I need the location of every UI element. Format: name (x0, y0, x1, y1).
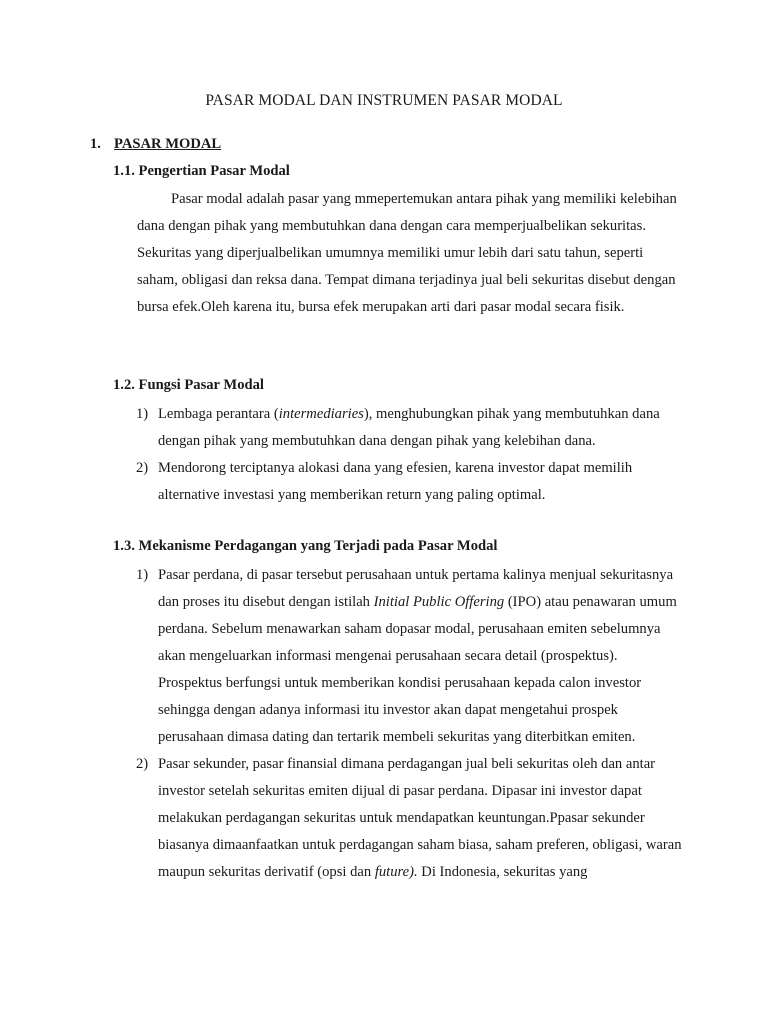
list-item-text-post: Di Indonesia, sekuritas yang (417, 864, 588, 880)
list-item (113, 751, 683, 886)
mekanisme-list (113, 562, 683, 886)
list-item-text-pre: Lembaga perantara ( (158, 406, 279, 422)
list-item-text-post: (IPO) atau penawaran umum perdana. Sebelum menawarkan saham dopasar modal, perusahaan emiten sebelumnya akan mengeluarkan informasi mengenai perusahaan secara detail (prospektus). Prospektus berfungsi untuk memberikan kondisi perusahaan kepada calon investor sehingga dengan adanya informasi itu investor akan dapat mengetahui prospek perusahaan dimasa dating dan tertarik membeli sekuritas yang diterbitkan emiten. (158, 594, 677, 745)
subsection-heading-mekanisme: 1.3. Mekanisme Perdagangan yang Terjadi pada Pasar Modal (113, 538, 498, 554)
subsection-heading-pengertian: 1.1. Pengertian Pasar Modal (113, 163, 290, 179)
fungsi-list (113, 401, 683, 509)
pengertian-paragraph (137, 186, 682, 321)
list-item (113, 562, 683, 751)
list-marker: 1) (136, 406, 149, 422)
list-marker: 2) (136, 756, 149, 772)
list-item-italic: Initial Public Offering (373, 594, 505, 610)
list-item-text-pre: Pasar perdana, di pasar tersebut perusahaan untuk pertama kalinya menjual sekuritasnya dan proses itu disebut dengan istilah (158, 567, 674, 610)
section-number: 1. (90, 136, 101, 152)
list-marker: 2) (136, 460, 149, 476)
document-title: PASAR MODAL DAN INSTRUMEN PASAR MODAL (205, 92, 563, 109)
list-item-text-pre: Pasar sekunder, pasar finansial dimana perdagangan jual beli sekuritas oleh dan antar investor setelah sekuritas emiten dijual di pasar perdana. Dipasar ini investor dapat melakukan perdagangan sekuritas untuk mendapatkan keuntungan.Ppasar sekunder biasanya dimaanfaatkan untuk perdagangan saham biasa, saham preferen, obligasi, waran maupun sekuritas derivatif (opsi dan (158, 756, 682, 880)
list-item-italic: future). (374, 864, 418, 880)
list-marker: 1) (136, 567, 149, 583)
list-item-text: Mendorong terciptanya alokasi dana yang efesien, karena investor dapat memilih alternative investasi yang memberikan return yang paling optimal. (158, 460, 633, 503)
list-item-text-post: ), menghubungkan pihak yang membutuhkan dana dengan pihak yang membutuhkan dana dengan pihak yang kelebihan dana. (158, 406, 660, 449)
section-heading-pasar-modal (90, 136, 221, 153)
section-heading-text: PASAR MODAL (114, 136, 222, 152)
list-item (113, 455, 683, 509)
pengertian-text: Pasar modal adalah pasar yang mmepertemukan antara pihak yang memiliki kelebihan dana dengan pihak yang membutuhkan dana dengan cara memperjualbelikan sekuritas. Sekuritas yang diperjualbelikan umumnya memiliki umur lebih dari satu tahun, seperti saham, obligasi dan reksa dana. Tempat dimana terjadinya jual beli sekuritas disebut dengan bursa efek.Oleh karena itu, bursa efek merupakan arti dari pasar modal secara fisik. (137, 191, 677, 315)
list-item (113, 401, 683, 455)
list-item-italic: intermediaries (278, 406, 364, 422)
subsection-heading-fungsi: 1.2. Fungsi Pasar Modal (113, 377, 264, 393)
